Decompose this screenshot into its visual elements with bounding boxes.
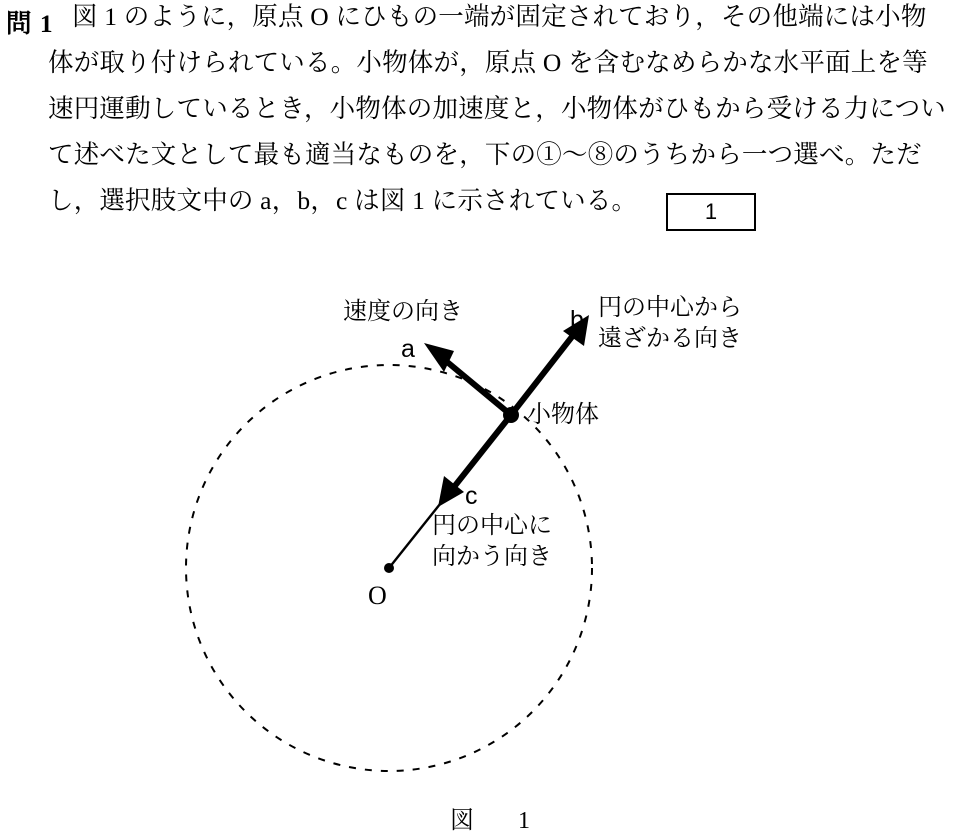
question-line-2: 体が取り付けられている。小物体が，原点 O を含むなめらかな水平面上を等 xyxy=(48,48,928,77)
label-toward-center-line1: 円の中心に xyxy=(432,513,552,539)
label-origin: O xyxy=(368,581,387,610)
figure-1 xyxy=(0,255,980,800)
answer-box-number: 1 xyxy=(704,199,718,224)
label-velocity-direction: 速度の向き xyxy=(343,299,463,325)
label-away-from-center-line1: 円の中心から xyxy=(598,295,742,321)
label-away-from-center-line2: 遠ざかる向き xyxy=(598,326,742,352)
question-line-3: 速円運動しているとき，小物体の加速度と，小物体がひもから受ける力につい xyxy=(48,94,946,123)
label-arrow-c: c xyxy=(465,482,478,510)
label-toward-center-line2: 向かう向き xyxy=(432,544,552,570)
answer-box[interactable] xyxy=(666,193,756,231)
question-line-1: 図 1 のように，原点 O にひもの一端が固定されており，その他端には小物 xyxy=(72,2,927,31)
question-line-5: し，選択肢文中の a，b，c は図 1 に示されている。 xyxy=(48,186,638,215)
origin-point xyxy=(384,563,394,573)
question-line-4: て述べた文として最も適当なものを，下の①～⑧のうちから一つ選べ。ただ xyxy=(48,140,922,169)
arrow-a xyxy=(424,343,511,415)
figure-caption: 図 1 xyxy=(450,808,540,834)
label-object: 小物体 xyxy=(527,402,599,428)
label-arrow-b: b xyxy=(570,306,584,334)
question-label: 問 1 xyxy=(6,9,54,38)
label-arrow-a: a xyxy=(401,335,415,363)
